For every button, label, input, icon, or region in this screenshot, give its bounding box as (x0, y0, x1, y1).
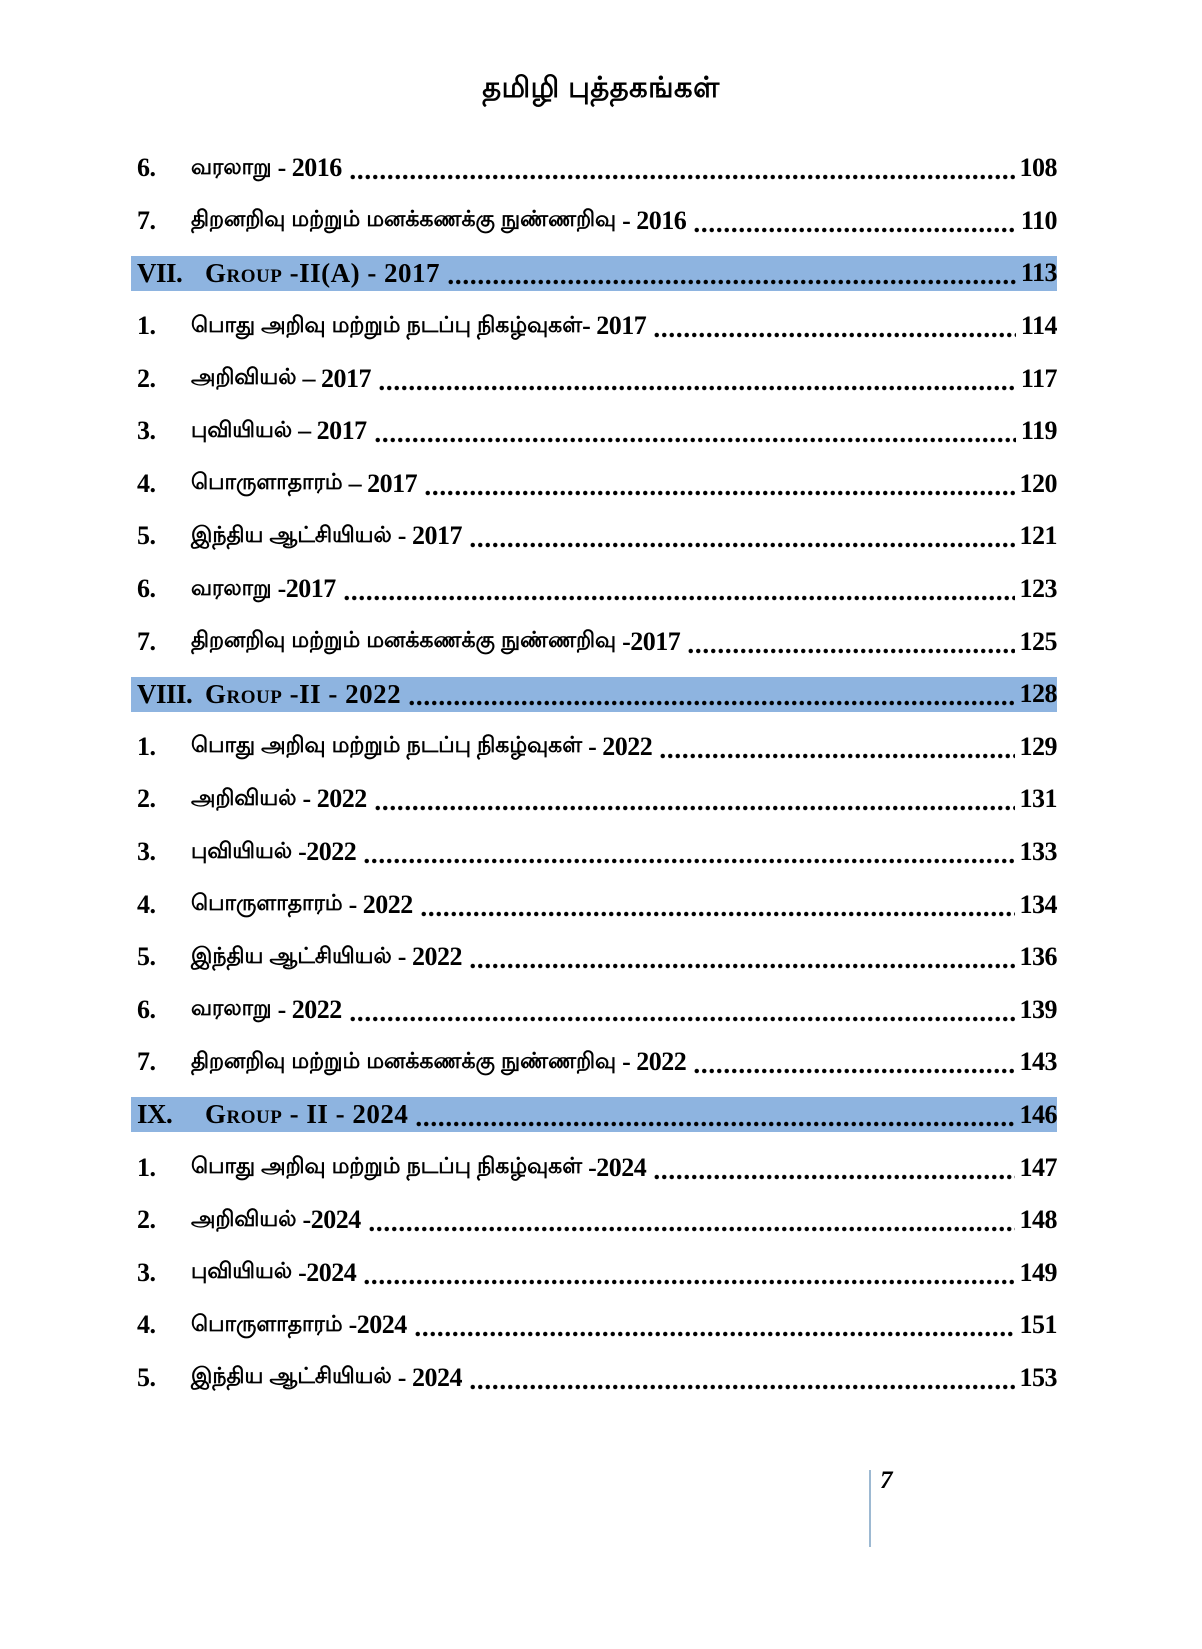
toc-entry-number: 2. (137, 784, 156, 814)
toc-entry (137, 405, 1057, 458)
toc-section-header (131, 256, 1057, 291)
toc-entry-number: 4. (137, 468, 156, 498)
toc-entry-title: பொது அறிவு மற்றும் நடப்பு நிகழ்வுகள் (191, 732, 583, 758)
toc-entry-number: 5. (137, 942, 156, 972)
toc-entry-page: 117 (1020, 363, 1057, 393)
toc-entry (137, 1141, 1057, 1194)
toc-entry-page: 110 (1020, 205, 1057, 235)
dot-leader (687, 648, 1014, 654)
toc-entry-number: 7. (137, 626, 156, 656)
toc (137, 142, 1057, 1404)
toc-entry-title: புவியியல் (191, 1258, 293, 1284)
dot-leader (693, 227, 1016, 233)
toc-section-page: 113 (1020, 258, 1057, 288)
toc-entry-page: 120 (1019, 468, 1057, 498)
toc-entry-title: திறனறிவு மற்றும் மனக்கணக்கு நுண்ணறிவு (191, 206, 617, 232)
toc-entry-page: 148 (1019, 1205, 1057, 1235)
footer-rule (869, 1470, 871, 1547)
toc-entry (137, 984, 1057, 1037)
toc-entry-year: -2022 (292, 837, 357, 867)
dot-leader (447, 279, 1016, 285)
toc-entry-number: 1. (137, 1152, 156, 1182)
dot-leader (415, 1121, 1014, 1127)
toc-entry (137, 142, 1057, 195)
toc-entry (137, 510, 1057, 563)
dot-leader (374, 437, 1016, 443)
toc-entry-title: புவியியல் (191, 837, 293, 863)
toc-entry (137, 878, 1057, 931)
dot-leader (368, 1226, 1015, 1232)
toc-entry-year: -2024 (342, 1310, 407, 1340)
dot-leader (693, 1068, 1014, 1074)
page-title: தமிழி புத்தகங்கள் (482, 72, 720, 104)
toc-section-header (131, 677, 1057, 712)
toc-section-title: Group - II - 2024 (205, 1099, 409, 1130)
toc-entry-year: - 2022 (296, 784, 367, 814)
toc-entry (137, 615, 1057, 668)
toc-entry-title: வரலாறு (191, 574, 272, 600)
toc-entry-title: பொருளாதாரம் (191, 469, 343, 495)
toc-entry-number: 6. (137, 574, 156, 604)
toc-entry-year: - 2016 (271, 153, 342, 183)
dot-leader (374, 805, 1015, 811)
toc-entry-page: 121 (1019, 521, 1057, 551)
toc-entry (137, 773, 1057, 826)
toc-entry-page: 134 (1019, 889, 1057, 919)
toc-entry-page: 133 (1019, 837, 1057, 867)
dot-leader (469, 963, 1015, 969)
dot-leader (363, 858, 1014, 864)
toc-entry-page: 114 (1020, 311, 1057, 341)
toc-section-number: IX. (137, 1099, 173, 1130)
toc-entry-title: இந்திய ஆட்சியியல் (191, 942, 392, 968)
toc-entry-year: -2024 (296, 1205, 361, 1235)
toc-entry-page: 147 (1019, 1152, 1057, 1182)
toc-section-title: Group -II(A) - 2017 (205, 257, 441, 288)
toc-section-page: 146 (1019, 1099, 1057, 1129)
toc-section-number: VII. (137, 257, 183, 288)
toc-entry-year: – 2017 (292, 416, 367, 446)
toc-entry-page: 119 (1020, 416, 1057, 446)
toc-entry-number: 5. (137, 521, 156, 551)
toc-entry-title: வரலாறு (191, 995, 272, 1021)
dot-leader (653, 332, 1016, 338)
toc-entry-year: - 2022 (391, 942, 462, 972)
toc-entry-title: பொருளாதாரம் (191, 890, 343, 916)
toc-entry (137, 1299, 1057, 1352)
toc-entry-number: 3. (137, 1257, 156, 1287)
toc-entry-page: 143 (1019, 1047, 1057, 1077)
toc-entry-page: 151 (1019, 1310, 1057, 1340)
toc-entry-title: திறனறிவு மற்றும் மனக்கணக்கு நுண்ணறிவு (191, 627, 617, 653)
toc-entry-number: 6. (137, 153, 156, 183)
toc-entry-number: 2. (137, 1205, 156, 1235)
toc-entry-year: - 2022 (582, 731, 653, 761)
toc-entry-title: இந்திய ஆட்சியியல் (191, 1363, 392, 1389)
toc-entry (137, 563, 1057, 616)
dot-leader (414, 1331, 1015, 1337)
toc-entry-title: பொருளாதாரம் (191, 1310, 343, 1336)
toc-entry-year: - 2022 (616, 1047, 687, 1077)
toc-entry-year: - 2017 (582, 311, 647, 341)
toc-section-header (131, 1097, 1057, 1132)
dot-leader (420, 911, 1015, 917)
toc-section-page: 128 (1019, 679, 1057, 709)
toc-entry-title: புவியியல் (191, 416, 293, 442)
toc-entry-title: அறிவியல் (191, 784, 297, 810)
toc-entry-page: 136 (1019, 942, 1057, 972)
toc-entry-number: 3. (137, 416, 156, 446)
toc-entry (137, 458, 1057, 511)
toc-entry-number: 7. (137, 205, 156, 235)
dot-leader (424, 490, 1014, 496)
toc-entry (137, 1036, 1057, 1089)
toc-entry-number: 2. (137, 363, 156, 393)
dot-leader (363, 1279, 1014, 1285)
toc-entry-year: - 2022 (342, 889, 413, 919)
toc-entry-title: பொது அறிவு மற்றும் நடப்பு நிகழ்வுகள் (191, 1153, 583, 1179)
toc-entry-title: திறனறிவு மற்றும் மனக்கணக்கு நுண்ணறிவு (191, 1047, 617, 1073)
toc-entry-year: - 2017 (391, 521, 462, 551)
toc-entry-page: 131 (1019, 784, 1057, 814)
toc-entry-number: 5. (137, 1362, 156, 1392)
footer-page-number: 7 (880, 1467, 893, 1494)
dot-leader (653, 1174, 1014, 1180)
toc-entry-number: 7. (137, 1047, 156, 1077)
dot-leader (469, 542, 1015, 548)
toc-entry (137, 826, 1057, 879)
toc-entry-year: -2024 (292, 1257, 357, 1287)
dot-leader (408, 700, 1014, 706)
toc-entry-page: 129 (1019, 731, 1057, 761)
toc-section-title: Group -II - 2022 (205, 678, 402, 709)
toc-entry-title: அறிவியல் (191, 1205, 297, 1231)
dot-leader (349, 1016, 1015, 1022)
dot-leader (469, 1384, 1015, 1390)
toc-entry-year: - 2016 (616, 205, 687, 235)
toc-entry-year: -2017 (271, 574, 336, 604)
toc-entry (137, 1352, 1057, 1405)
toc-entry-number: 6. (137, 994, 156, 1024)
toc-entry-year: – 2017 (296, 363, 372, 393)
toc-entry-page: 123 (1019, 574, 1057, 604)
toc-entry (137, 931, 1057, 984)
toc-entry-title: அறிவியல் (191, 364, 297, 390)
toc-entry-page: 125 (1019, 626, 1057, 656)
dot-leader (378, 385, 1016, 391)
toc-entry-page: 153 (1019, 1362, 1057, 1392)
dot-leader (659, 753, 1014, 759)
toc-entry-number: 4. (137, 1310, 156, 1340)
toc-entry-title: பொது அறிவு மற்றும் நடப்பு நிகழ்வுகள் (191, 311, 583, 337)
toc-entry (137, 195, 1057, 248)
toc-entry-number: 1. (137, 731, 156, 761)
dot-leader (343, 595, 1015, 601)
toc-entry-year: -2024 (582, 1152, 647, 1182)
toc-entry-year: -2017 (616, 626, 681, 656)
dot-leader (349, 174, 1015, 180)
toc-entry (137, 300, 1057, 353)
toc-entry-number: 4. (137, 889, 156, 919)
toc-entry (137, 1194, 1057, 1247)
toc-entry-number: 1. (137, 311, 156, 341)
toc-entry-title: இந்திய ஆட்சியியல் (191, 521, 392, 547)
toc-entry-page: 149 (1019, 1257, 1057, 1287)
toc-entry-year: - 2022 (271, 994, 342, 1024)
toc-entry-title: வரலாறு (191, 153, 272, 179)
toc-entry-page: 139 (1019, 994, 1057, 1024)
toc-entry-number: 3. (137, 837, 156, 867)
toc-entry-year: - 2024 (391, 1362, 462, 1392)
toc-entry-year: – 2017 (342, 468, 418, 498)
toc-entry (137, 721, 1057, 774)
toc-entry (137, 1246, 1057, 1299)
toc-section-number: VIII. (137, 678, 193, 709)
toc-entry-page: 108 (1019, 153, 1057, 183)
toc-entry (137, 352, 1057, 405)
